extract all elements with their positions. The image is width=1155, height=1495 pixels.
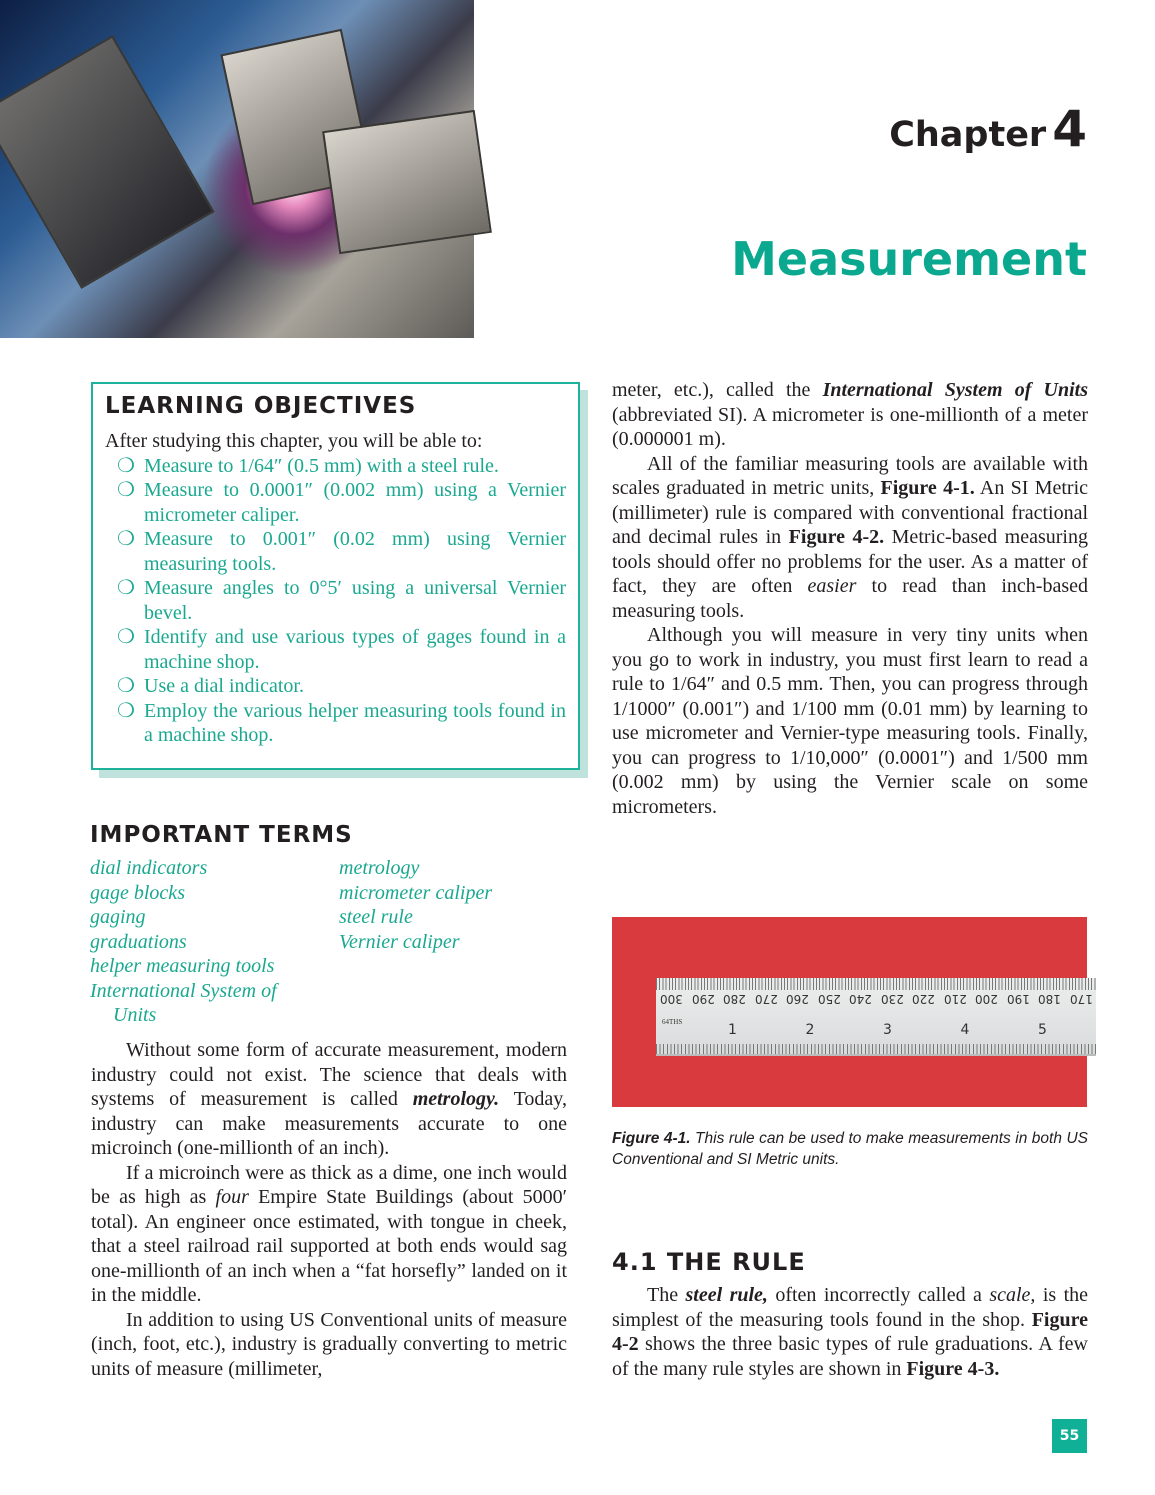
objective-text: Use a dial indicator. [144, 675, 304, 697]
text-run: steel rule, [685, 1284, 768, 1306]
text-run: shows the three basic types of rule graduations. A few of the many rule styles are shown in [612, 1333, 1088, 1380]
term-item: helper measuring tools [90, 955, 275, 977]
important-terms [90, 822, 570, 1028]
text-run: An SI Metric (millimeter) rule is compared with conventional fractional and decimal rules in [612, 477, 1089, 548]
mm-label: 280 [723, 992, 746, 1006]
mm-label: 300 [660, 992, 683, 1006]
important-terms-heading: IMPORTANT TERMS [90, 822, 353, 848]
inch-label: 4 [960, 1022, 970, 1038]
text-run: four [215, 1186, 249, 1208]
mm-label: 270 [754, 992, 778, 1006]
inch-label: 3 [883, 1022, 892, 1038]
paragraph [612, 623, 1088, 819]
term-item: gaging [90, 906, 146, 928]
paragraph [91, 1308, 567, 1382]
mm-label: 180 [1038, 992, 1061, 1006]
chapter-label [889, 100, 1087, 158]
mm-label: 170 [1069, 992, 1093, 1006]
caption-label: Figure 4-1. [612, 1130, 691, 1147]
objective-item [105, 674, 566, 699]
paragraph [612, 378, 1088, 452]
term-item: International System of [90, 979, 277, 1002]
mm-label: 210 [943, 992, 967, 1006]
figure-4-1-ruler-photo [612, 917, 1093, 1107]
text-run: is the simplest of the measuring tools found in the shop. [612, 1284, 1088, 1331]
text-run: Figure 4-3. [906, 1357, 1000, 1380]
section-body-text [612, 1283, 1088, 1381]
objective-item [105, 576, 566, 625]
page-number: 55 [1052, 1419, 1087, 1453]
term-item: Vernier caliper [339, 930, 460, 953]
chapter-number: 4 [1052, 100, 1087, 158]
rule-scale-label: 64THS [662, 1018, 683, 1026]
objective-text: Identify and use various types of gages found in a machine shop. [144, 626, 566, 673]
text-run: easier [807, 575, 857, 597]
figure-caption [612, 1128, 1088, 1170]
inch-label: 1 [728, 1022, 737, 1038]
right-body-text [612, 378, 1088, 819]
mm-label: 190 [1006, 992, 1030, 1006]
text-run: Metric-based measuring tools should offer no problems for the user. As a matter of fact, they are often [612, 526, 1088, 597]
text-run: Empire State Buildings (about 5000′ total). An engineer once estimated, with tongue in cheek, that a steel railroad rail supported at both ends would sag one-millionth of an inch when a “fat horsefly” landed on it in the middle. [91, 1186, 567, 1306]
learning-objectives-box [91, 382, 580, 770]
text-run: In addition to using US Conventional units of measure (inch, foot, etc.), industry is gradually converting to metric units of measure (millimeter, [91, 1308, 567, 1380]
section-title: 4.1 THE RULE [612, 1248, 806, 1276]
caption-text: This rule can be used to make measurements in both US Conventional and SI Metric units. [612, 1130, 1088, 1168]
mm-label: 220 [912, 992, 935, 1006]
paragraph [91, 1038, 567, 1161]
text-run: Figure 4-2. [788, 526, 885, 548]
text-run: (abbreviated SI). A micrometer is one-millionth of a meter (0.000001 m). [612, 403, 1088, 450]
term-item: gage blocks [90, 881, 185, 904]
text-run: meter, etc.), called the [612, 379, 823, 401]
text-run: If a microinch were as thick as a dime, one inch would be as high as [91, 1161, 567, 1208]
objective-text: Employ the various helper measuring tools found in a machine shop. [144, 699, 566, 746]
mm-label: 230 [880, 992, 904, 1006]
objective-text: Measure to 0.0001″ (0.002 mm) using a Vernier micrometer caliper. [144, 479, 566, 526]
terms-column-1 [90, 856, 339, 1028]
objective-item [105, 527, 566, 576]
mm-label: 260 [786, 992, 809, 1006]
objective-text: Measure to 1/64″ (0.5 mm) with a steel rule. [144, 454, 499, 477]
learning-objectives-intro: After studying this chapter, you will be able to: [105, 430, 483, 452]
inch-label: 5 [1038, 1022, 1047, 1038]
hollow-circle-icon: ❍ [117, 577, 135, 599]
text-run: Today, industry can make measurements accurate to one microinch (one-millionth of an inch). [91, 1088, 567, 1159]
mm-label: 250 [817, 992, 841, 1006]
chapter-word: Chapter [889, 115, 1047, 155]
learning-objectives-heading: LEARNING OBJECTIVES [105, 393, 417, 419]
hollow-circle-icon: ❍ [117, 454, 135, 477]
mm-label: 200 [975, 992, 998, 1006]
objective-item [105, 699, 566, 748]
section-heading [612, 1248, 806, 1276]
objective-item [105, 625, 566, 674]
chapter-photo-machining [0, 0, 474, 338]
text-run: Without some form of accurate measurement, modern industry could not exist. The science that deals with systems of measurement is called [91, 1039, 567, 1110]
text-run: scale, [989, 1284, 1036, 1306]
hollow-circle-icon: ❍ [117, 699, 135, 722]
learning-objectives-list [105, 454, 566, 748]
term-item: dial indicators [90, 857, 208, 879]
paragraph [612, 452, 1088, 624]
mm-label: 240 [849, 992, 872, 1006]
text-run: Figure 4-2 [612, 1308, 1088, 1355]
inch-label: 2 [805, 1022, 815, 1038]
term-item: micrometer caliper [339, 881, 493, 904]
text-run: to read than inch-based measuring tools. [612, 575, 1088, 622]
mm-label: 290 [691, 992, 715, 1006]
hollow-circle-icon: ❍ [117, 626, 135, 648]
text-run: often incorrectly called a [767, 1284, 990, 1306]
text-run: Figure 4-1. [880, 477, 975, 499]
term-item: steel rule [339, 906, 413, 928]
objective-item [105, 478, 566, 527]
text-run: International System of Units [822, 379, 1089, 401]
text-run: Although you will measure in very tiny units when you go to work in industry, you must first learn to read a rule to 1/64″ and 0.5 mm. Then, you can progress through 1/1000″ (0.001″) and 1/100 mm (0.01 mm) by learning to use micrometer and Vernier-type measuring tools. Finally, you can progress to 1/10,000″ (0.0001″) and 1/500 mm (0.002 mm) by using the Vernier scale on some micrometers. [612, 624, 1088, 818]
steel-rule [656, 978, 1096, 1056]
term-item: graduations [90, 930, 187, 953]
hollow-circle-icon: ❍ [117, 675, 135, 697]
terms-column-2 [339, 856, 492, 1028]
objective-text: Measure to 0.001″ (0.02 mm) using Vernier measuring tools. [144, 528, 566, 575]
text-run: All of the familiar measuring tools are available with scales graduated in metric units, [612, 452, 1088, 499]
paragraph [91, 1161, 567, 1308]
hollow-circle-icon: ❍ [117, 479, 135, 501]
text-run: metrology. [412, 1088, 500, 1110]
term-item: Units [113, 1004, 157, 1026]
paragraph [612, 1283, 1088, 1381]
left-body-text [91, 1038, 567, 1381]
objective-item [105, 454, 566, 479]
text-run: The [647, 1284, 686, 1306]
hollow-circle-icon: ❍ [117, 528, 135, 550]
term-item: metrology [339, 857, 420, 879]
objective-text: Measure angles to 0°5′ using a universal Vernier bevel. [144, 577, 566, 624]
chapter-title: Measurement [731, 232, 1087, 286]
